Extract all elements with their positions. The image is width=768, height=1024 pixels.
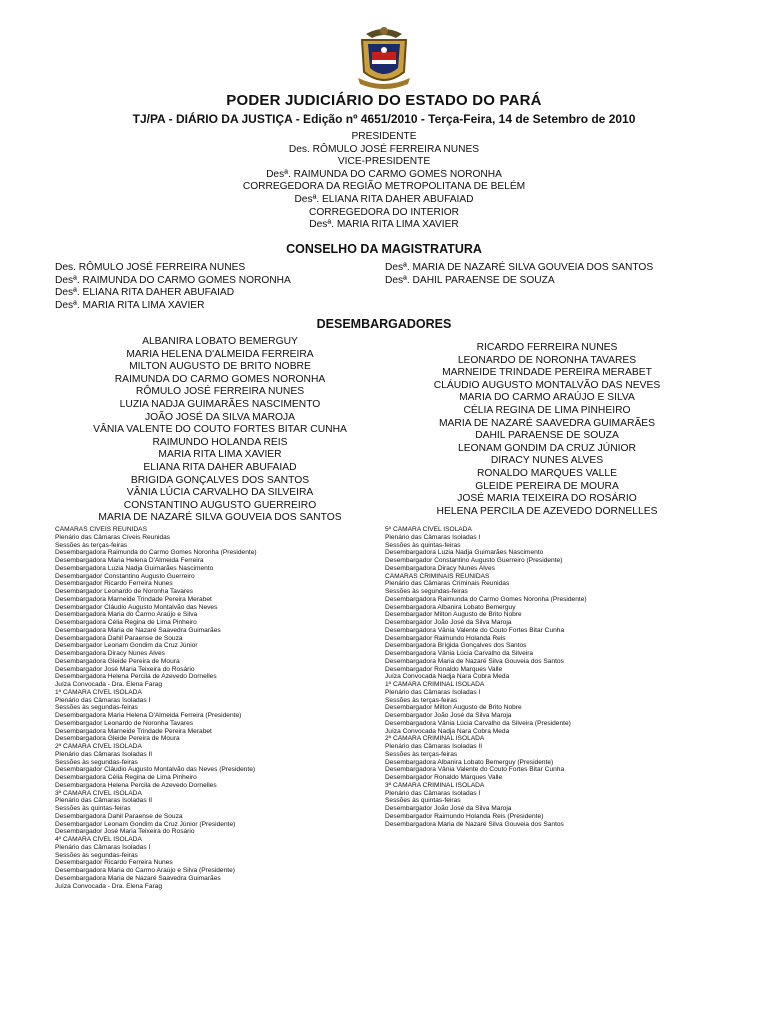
chamber-line: Desembargadora Vânia Lúcia Carvalho da Silveira	[385, 650, 534, 657]
conselho-member: Des. RÔMULO JOSÉ FERREIRA NUNES	[55, 262, 246, 273]
page-title: PODER JUDICIÁRIO DO ESTADO DO PARÁ	[226, 92, 542, 109]
officer-line: PRESIDENTE	[351, 131, 417, 142]
desembargador-name: JOSÉ MARIA TEIXEIRA DO ROSÁRIO	[457, 493, 637, 505]
chamber-line: Desembargador Ricardo Ferreira Nunes	[55, 580, 173, 588]
desembargador-name: MARIA DO CARMO ARAÚJO E SILVA	[459, 392, 635, 404]
officer-line: Des. RÔMULO JOSÉ FERREIRA NUNES	[288, 143, 480, 155]
chamber-line: Desembargador Cláudio Augusto Montalvão das Neves	[55, 603, 218, 611]
desembargador-name: MILTON AUGUSTO DE BRITO NOBRE	[129, 361, 311, 373]
chamber-line: Plenário das Câmaras Isoladas I	[55, 843, 151, 851]
chamber-line: Desembargadora Diracy Nunes Alves	[385, 564, 495, 572]
desembargador-name: MARIA RITA LIMA XAVIER	[158, 449, 282, 461]
edition-subtitle: TJ/PA - DIÁRIO DA JUSTIÇA - Edição nº 4651/2010 - Terça-Feira, 14 de Setembro de 2010	[132, 112, 636, 126]
chamber-line: Desembargadora Raimunda do Carmo Gomes Noronha (Presidente)	[55, 549, 257, 557]
desembargador-name: ALBANIRA LOBATO BEMERGUY	[142, 336, 298, 347]
chamber-line: Desembargadora Helena Percila de Azevedo Dornelles	[55, 673, 217, 681]
chamber-line: Plenário das Câmaras Isoladas I	[385, 533, 481, 541]
chamber-line: Plenário das Câmaras Isoladas II	[385, 743, 483, 750]
chamber-line: Desembargador José Maria Teixeira do Rosário	[55, 665, 195, 673]
chamber-line: Desembargadora Maria Helena D'Almeida Ferreira (Presidente)	[55, 712, 242, 719]
chamber-line: Desembargadora Gleide Pereira de Moura	[55, 735, 180, 743]
desembargador-name: ELIANA RITA DAHER ABUFAIAD	[143, 461, 297, 473]
chamber-line: Desembargador Milton Augusto de Brito Nobre	[385, 704, 522, 712]
chamber-line: Desembargadora Helena Percila de Azevedo Dornelles	[55, 781, 217, 789]
chamber-line: Desembargador João José da Silva Maroja	[385, 712, 512, 719]
chamber-line: 2ª CÂMARA CÍVEL ISOLADA	[55, 743, 142, 750]
desembargador-name: LEONARDO DE NORONHA TAVARES	[457, 354, 637, 366]
officer-line: CORREGEDORA DO INTERIOR	[309, 206, 459, 218]
chamber-line: Sessões às segundas-feiras	[55, 704, 138, 712]
chamber-line: Desembargadora Diracy Nunes Alves	[55, 650, 165, 657]
officer-line: Desª. ELIANA RITA DAHER ABUFAIAD	[294, 193, 474, 205]
chamber-line: Sessões às quintas-feiras	[385, 541, 461, 549]
chamber-line: Sessões às terças-feiras	[385, 696, 458, 704]
desembargador-name: LUZIA NADJA GUIMARÃES NASCIMENTO	[119, 398, 321, 410]
desembargador-name: HELENA PERCILA DE AZEVEDO DORNELLES	[436, 505, 658, 517]
chamber-line: 1ª CÂMARA CRIMINAL ISOLADA	[385, 681, 485, 688]
conselho-member: Desª. ELIANA RITA DAHER ABUFAIAD	[55, 287, 235, 299]
desembargador-name: MARIA HELENA D'ALMEIDA FERREIRA	[126, 348, 314, 360]
chamber-line: Desembargador Raimundo Holanda Reis (Presidente)	[385, 812, 544, 820]
chamber-line: Desembargadora Luzia Nadja Guimarães Nascimento	[55, 564, 214, 572]
chamber-line: Juíza Convocada Nadja Nara Cobra Meda	[385, 727, 510, 735]
desembargador-name: RICARDO FERREIRA NUNES	[476, 342, 618, 353]
chamber-line: Desembargadora Gleide Pereira de Moura	[55, 657, 180, 665]
chamber-line: Desembargador Leonam Gondim da Cruz Júnior	[55, 642, 198, 650]
conselho-member: Desª. MARIA RITA LIMA XAVIER	[55, 299, 205, 311]
chamber-line: Desembargadora Dahil Paraense de Souza	[55, 812, 183, 820]
chamber-line: Desembargador Leonardo de Noronha Tavares	[55, 588, 194, 595]
desembargador-name: VÂNIA LÚCIA CARVALHO DA SILVEIRA	[126, 487, 314, 499]
chamber-line: Desembargadora Brígida Gonçalves dos Santos	[385, 642, 527, 650]
chamber-line: CÂMARAS CÍVEIS REUNIDAS	[55, 526, 147, 533]
chamber-line: Sessões às quintas-feiras	[385, 797, 461, 805]
chamber-line: Plenário das Câmaras Isoladas I	[385, 688, 481, 696]
chamber-line: Desembargador Cláudio Augusto Montalvão das Neves (Presidente)	[55, 766, 256, 774]
conselho-heading: CONSELHO DA MAGISTRATURA	[286, 242, 482, 256]
chamber-line: Plenário das Câmaras Cíveis Reunidas	[55, 533, 171, 541]
chamber-line: Desembargadora Maria de Nazaré Silva Gouveia dos Santos	[385, 820, 564, 828]
chamber-line: Sessões às segundas-feiras	[385, 588, 468, 595]
chamber-line: Desembargadora Maria de Nazaré Saavedra Guimarães	[55, 874, 221, 882]
chamber-line: 3ª CÂMARA CRIMINAL ISOLADA	[385, 781, 485, 789]
desembargadores-heading: DESEMBARGADORES	[316, 317, 452, 331]
desembargador-name: LEONAM GONDIM DA CRUZ JÚNIOR	[458, 442, 636, 454]
chamber-line: Desembargadora Célia Regina de Lima Pinheiro	[55, 619, 197, 626]
desembargadores-left-list	[85, 336, 355, 525]
chamber-line: Sessões às terças-feiras	[385, 750, 458, 758]
chamber-line: Desembargadora Luzia Nadja Guimarães Nascimento	[385, 549, 544, 557]
desembargador-name: DAHIL PARAENSE DE SOUZA	[475, 430, 619, 442]
chamber-line: Desembargadora Célia Regina de Lima Pinheiro	[55, 774, 197, 781]
chamber-line: Desembargadora Albanira Lobato Bemerguy (Presidente)	[385, 758, 554, 766]
chamber-line: Desembargadora Maria de Nazaré Silva Gouveia dos Santos	[385, 657, 564, 665]
chamber-line: 4ª CÂMARA CÍVEL ISOLADA	[55, 836, 142, 843]
officers-block	[0, 131, 768, 232]
chamber-line: Desembargador José Maria Teixeira do Rosário	[55, 828, 195, 836]
conselho-member: Desª. RAIMUNDA DO CARMO GOMES NORONHA	[55, 274, 291, 286]
chamber-line: 5ª CÂMARA CÍVEL ISOLADA	[385, 526, 472, 533]
chamber-line: Desembargador João José da Silva Maroja	[385, 619, 512, 626]
desembargador-name: RAIMUNDA DO CARMO GOMES NORONHA	[114, 373, 326, 385]
desembargador-name: BRIGIDA GONÇALVES DOS SANTOS	[130, 474, 310, 486]
chamber-line: Desembargador Ronaldo Marques Valle	[385, 774, 503, 781]
desembargador-name: RAIMUNDO HOLANDA REIS	[152, 436, 288, 448]
chamber-line: CÂMARAS CRIMINAIS REUNIDAS	[385, 572, 490, 580]
chamber-line: Juíza Convocada - Dra. Elena Farag	[55, 681, 163, 688]
desembargadores-right-list	[408, 342, 686, 518]
chamber-line: Plenário das Câmaras Isoladas I	[385, 789, 481, 797]
chamber-line: Desembargadora Marneide Trindade Pereira Merabet	[55, 595, 212, 603]
chamber-line: Desembargadora Maria Helena D'Almeida Ferreira	[55, 557, 204, 564]
officer-line: Desª. RAIMUNDA DO CARMO GOMES NORONHA	[266, 168, 502, 180]
chamber-line: 3ª CÂMARA CÍVEL ISOLADA	[55, 789, 142, 797]
chamber-line: Sessões às terças-feiras	[55, 541, 128, 549]
desembargador-name: GLEIDE PEREIRA DE MOURA	[475, 480, 619, 492]
chamber-line: Plenário das Câmaras Isoladas II	[55, 797, 153, 805]
chamber-line: Desembargador Constantino Augusto Guerreiro (Presidente)	[385, 557, 563, 564]
desembargador-name: CÉLIA REGINA DE LIMA PINHEIRO	[463, 404, 631, 416]
chamber-line: Desembargador Constantino Augusto Guerreiro	[55, 572, 195, 580]
officer-line: VICE-PRESIDENTE	[337, 156, 431, 168]
chamber-line: Desembargadora Vânia Valente do Couto Fortes Bitar Cunha	[385, 766, 565, 774]
chamber-line: Desembargador João José da Silva Maroja	[385, 805, 512, 812]
chamber-line: Sessões às quintas-feiras	[55, 805, 131, 812]
conselho-left-list	[55, 262, 291, 312]
conselho-member: Desª. MARIA DE NAZARÉ SILVA GOUVEIA DOS SANTOS	[385, 262, 654, 273]
chamber-line: Desembargador Ronaldo Marques Valle	[385, 665, 503, 673]
chamber-line: Desembargadora Maria do Carmo Araújo e Silva	[55, 611, 198, 619]
conselho-member: Desª. DAHIL PARAENSE DE SOUZA	[385, 274, 555, 286]
desembargador-name: RONALDO MARQUES VALLE	[477, 467, 617, 479]
camaras-left-column	[55, 526, 375, 890]
coat-of-arms-icon	[352, 22, 416, 94]
chamber-line: Desembargador Raimundo Holanda Reis	[385, 634, 506, 642]
desembargador-name: VÂNIA VALENTE DO COUTO FORTES BITAR CUNHA	[93, 424, 347, 436]
desembargador-name: MARIA DE NAZARÉ SAAVEDRA GUIMARÃES	[438, 417, 656, 429]
chamber-line: Desembargador Milton Augusto de Brito Nobre	[385, 611, 522, 619]
conselho-right-list	[385, 262, 653, 287]
chamber-line: Plenário das Câmaras Isoladas II	[55, 750, 153, 758]
chamber-line: Sessões às segundas-feiras	[55, 851, 138, 859]
desembargador-name: MARIA DE NAZARÉ SILVA GOUVEIA DOS SANTOS	[98, 512, 342, 524]
chamber-line: Desembargadora Albanira Lobato Bemerguy	[385, 603, 516, 611]
desembargador-name: JOÃO JOSÉ DA SILVA MAROJA	[144, 411, 296, 423]
desembargador-name: CONSTANTINO AUGUSTO GUERREIRO	[123, 499, 317, 511]
desembargador-name: DIRACY NUNES ALVES	[490, 455, 604, 467]
chamber-line: Desembargadora Maria do Carmo Araújo e Silva (Presidente)	[55, 867, 235, 874]
chamber-line: Desembargador Leonam Gondim da Cruz Júnior (Presidente)	[55, 820, 236, 828]
chamber-line: Desembargador Leonardo de Noronha Tavares	[55, 719, 194, 727]
chamber-line: Juíza Convocada Nadja Nara Cobra Meda	[385, 673, 510, 681]
chamber-line: Desembargadora Raimunda do Carmo Gomes Noronha (Presidente)	[385, 595, 587, 603]
officer-line: CORREGEDORA DA REGIÃO METROPOLITANA DE BELÉM	[242, 181, 526, 193]
chamber-line: Sessões às segundas-feiras	[55, 758, 138, 766]
camaras-right-column	[385, 526, 725, 828]
chamber-line: Plenário das Câmaras Criminais Reunidas	[385, 580, 510, 588]
chamber-line: Plenário das Câmaras Isoladas I	[55, 696, 151, 704]
chamber-line: Desembargadora Vânia Lúcia Carvalho da Silveira (Presidente)	[385, 719, 571, 727]
chamber-line: Desembargadora Maria de Nazaré Saavedra Guimarães	[55, 626, 221, 634]
chamber-line: Desembargadora Marneide Trindade Pereira Merabet	[55, 727, 212, 735]
chamber-line: 1ª CÂMARA CÍVEL ISOLADA	[55, 688, 142, 696]
officer-line: Desª. MARIA RITA LIMA XAVIER	[309, 219, 459, 231]
desembargador-name: MARNEIDE TRINDADE PEREIRA MERABET	[442, 367, 652, 379]
desembargador-name: CLÁUDIO AUGUSTO MONTALVÃO DAS NEVES	[433, 379, 661, 391]
chamber-line: Desembargador Ricardo Ferreira Nunes	[55, 859, 173, 867]
chamber-line: Desembargadora Vânia Valente do Couto Fortes Bitar Cunha	[385, 626, 565, 634]
chamber-line: Desembargadora Dahil Paraense de Souza	[55, 634, 183, 642]
desembargador-name: RÔMULO JOSÉ FERREIRA NUNES	[135, 386, 305, 398]
chamber-line: Juíza Convocada - Dra. Elena Farag	[55, 882, 163, 890]
chamber-line: 2ª CÂMARA CRIMINAL ISOLADA	[385, 735, 485, 743]
